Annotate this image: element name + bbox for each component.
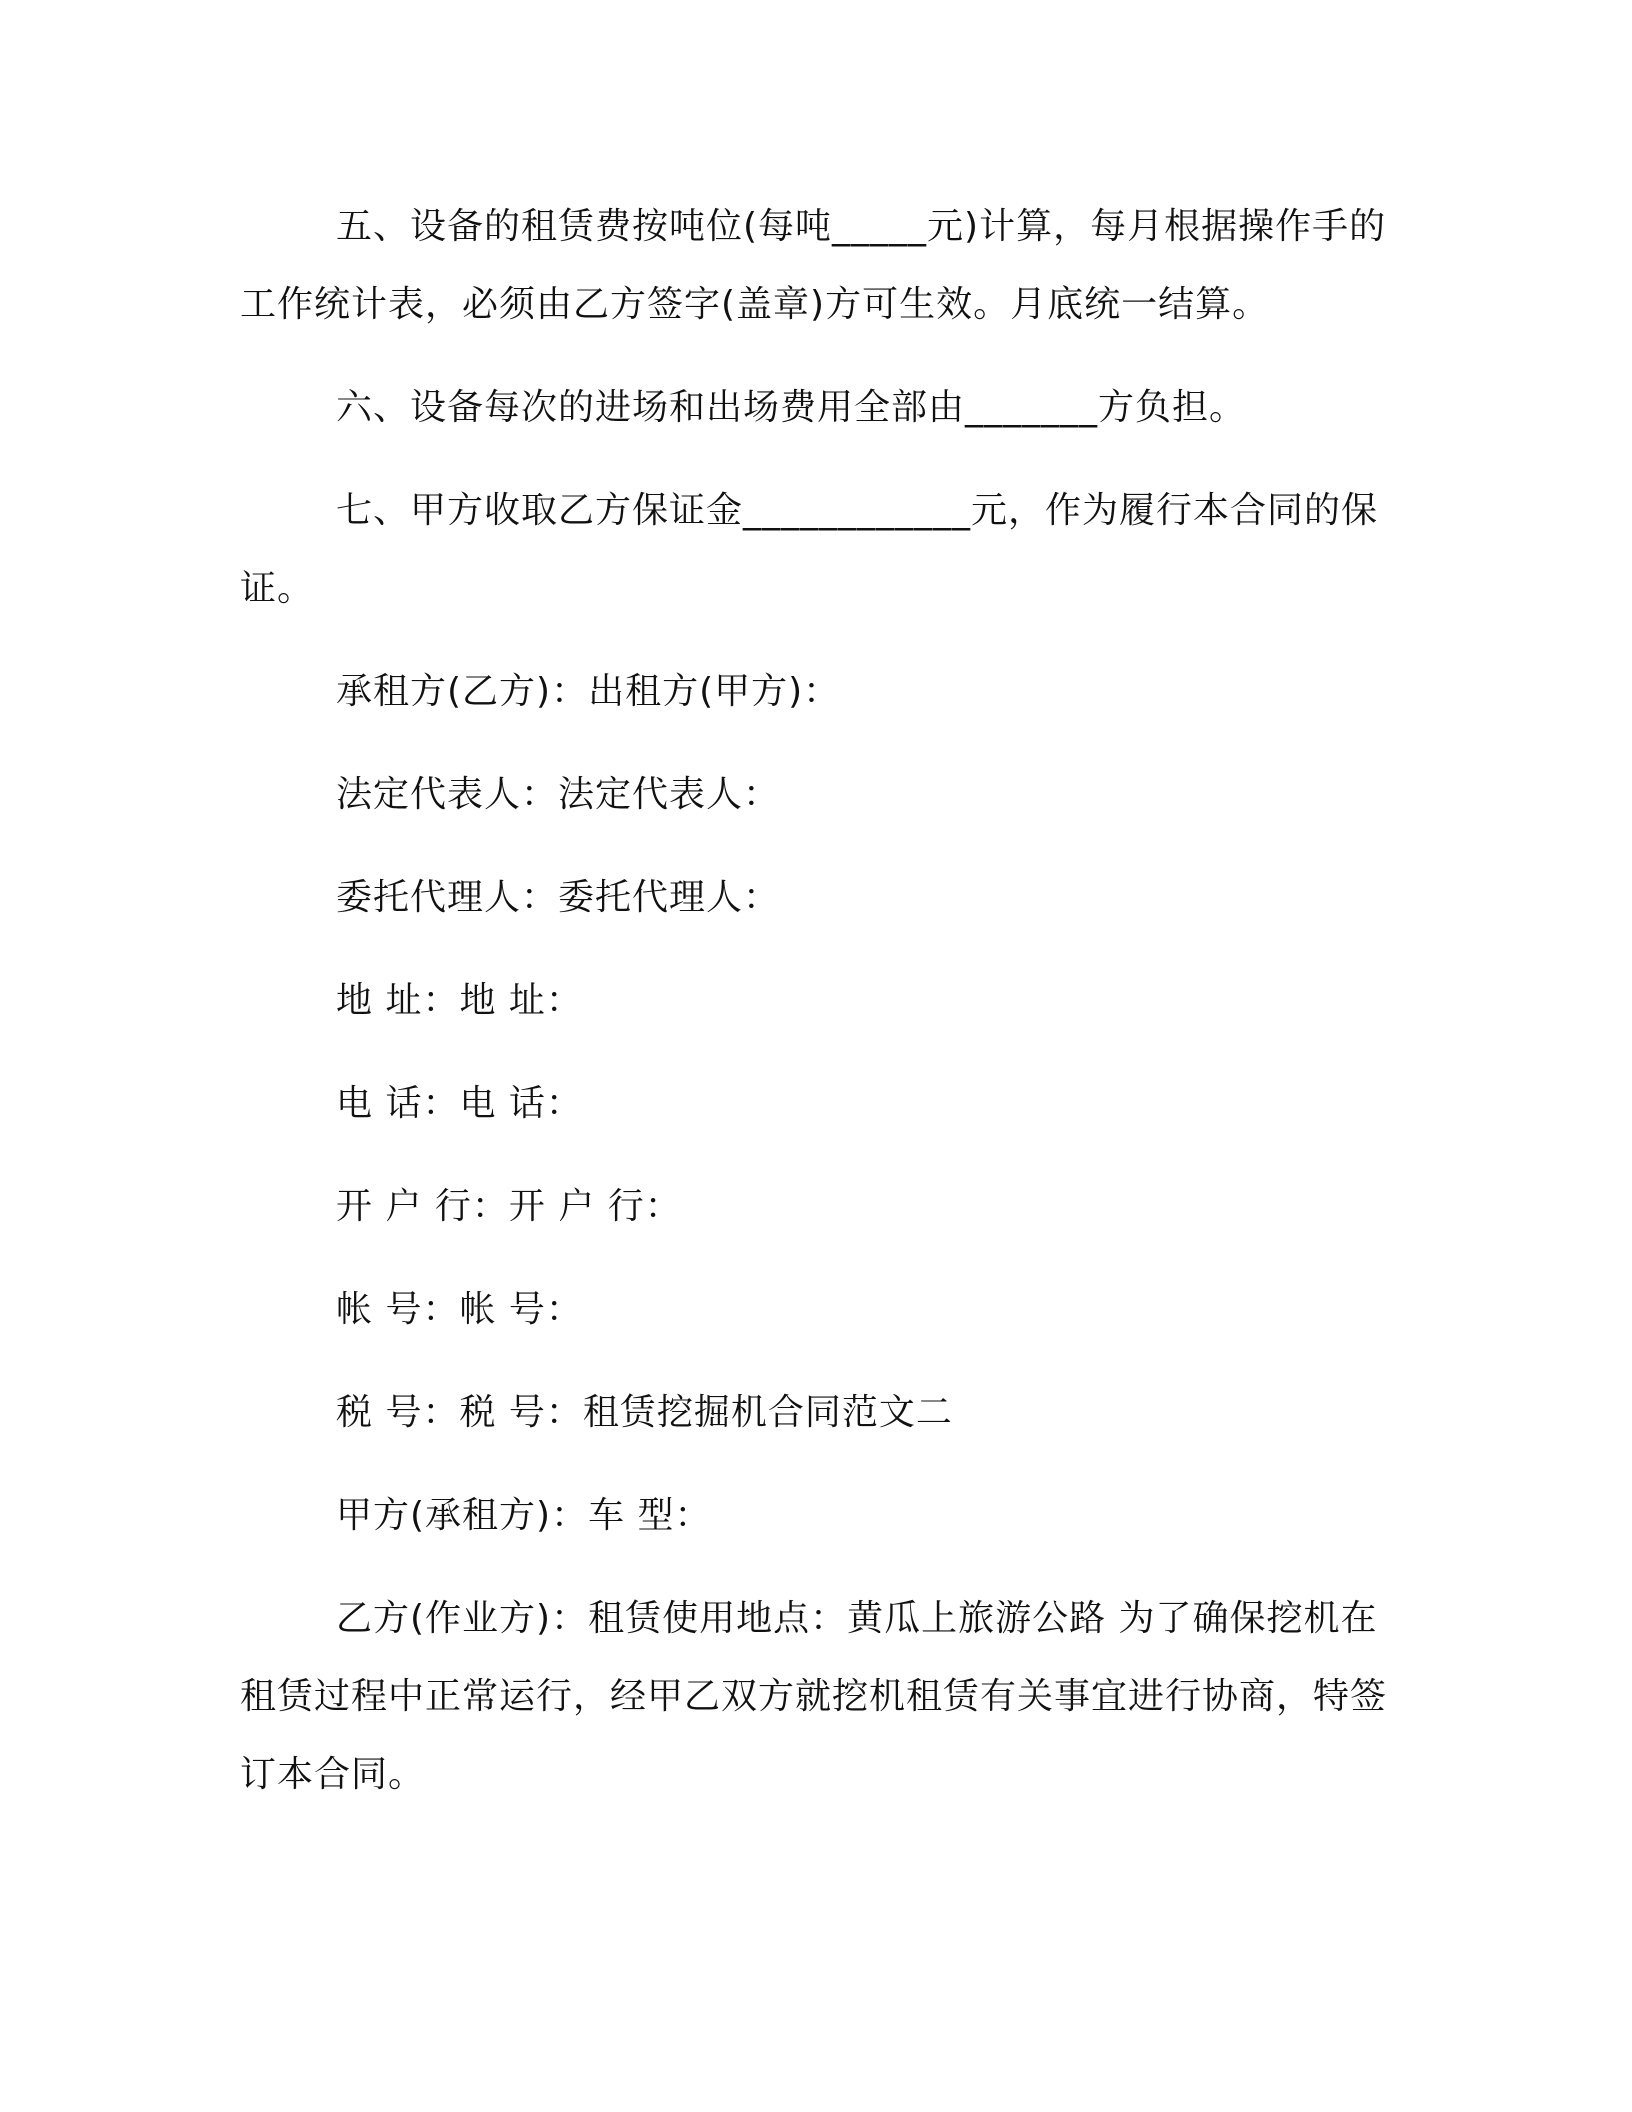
bank-line: 开 户 行：开 户 行： — [336, 1186, 682, 1227]
party-a-vehicle-line: 甲方(承租方)：车 型： — [336, 1495, 712, 1536]
clause-5-rental-fee: 五、设备的租赁费按吨位(每吨_____元)计算，每月根据操作手的工作统计表，必须由乙方签字(盖章)方可生效。月底统一结算。 — [240, 206, 1387, 325]
account-line: 帐 号：帐 号： — [336, 1289, 583, 1330]
tax-number-line: 税 号：税 号：租赁挖掘机合同范文二 — [336, 1392, 953, 1433]
clause-6-entry-exit-fee: 六、设备每次的进场和出场费用全部由_______方负担。 — [336, 387, 1247, 428]
document-body — [240, 188, 1390, 1814]
address-line: 地 址：地 址： — [336, 980, 583, 1021]
party-b-location-paragraph: 乙方(作业方)：租赁使用地点：黄瓜上旅游公路 为了确保挖机在租赁过程中正常运行，经甲乙双方就挖机租赁有关事宜进行协商，特签订本合同。 — [240, 1598, 1388, 1795]
legal-representative-line: 法定代表人：法定代表人： — [336, 774, 781, 815]
clause-7-deposit: 七、甲方收取乙方保证金____________元，作为履行本合同的保证。 — [240, 490, 1379, 609]
authorized-agent-line: 委托代理人：委托代理人： — [336, 877, 781, 918]
lessee-lessor-line: 承租方(乙方)：出租方(甲方)： — [336, 671, 841, 712]
phone-line: 电 话：电 话： — [336, 1083, 583, 1124]
